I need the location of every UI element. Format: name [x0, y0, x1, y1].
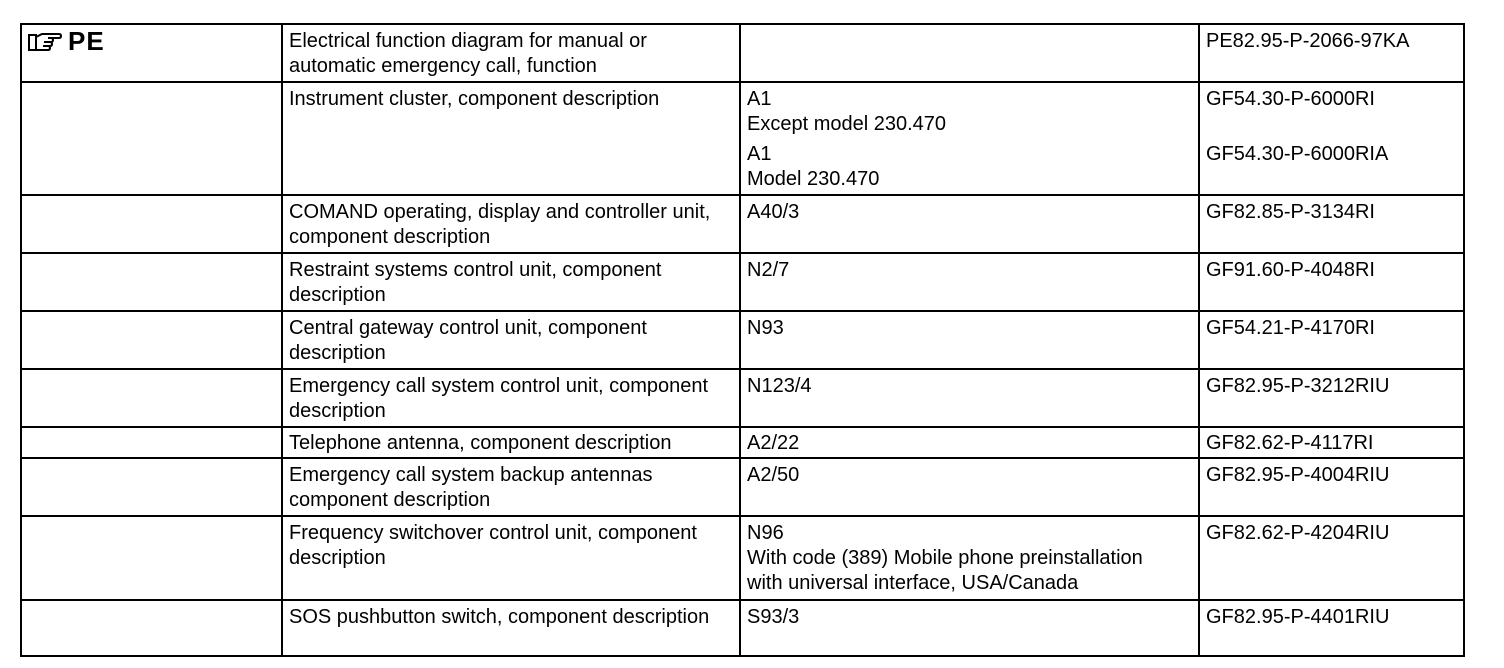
designation-cell [740, 24, 1199, 82]
document-link[interactable]: GF82.95-P-3212RIU [1206, 375, 1390, 397]
section-marker [28, 26, 275, 56]
description-text: Frequency switchover control unit, component description [289, 522, 697, 569]
document-link[interactable]: GF54.30-P-6000RI [1206, 88, 1375, 110]
document-cell [1199, 82, 1464, 195]
document-cell [1199, 458, 1464, 516]
description-text: SOS pushbutton switch, component description [289, 606, 710, 628]
designation-cell [740, 600, 1199, 656]
designation-note: with universal interface, USA/Canada [747, 572, 1079, 594]
description-text: Emergency call system control unit, component description [289, 375, 709, 422]
description-cell [282, 427, 740, 458]
designation-text: N93 [747, 317, 784, 339]
description-text: Restraint systems control unit, component description [289, 259, 662, 306]
document-cell [1199, 600, 1464, 656]
document-link[interactable]: GF82.62-P-4204RIU [1206, 522, 1390, 544]
document-cell [1199, 369, 1464, 427]
designation-note: Model 230.470 [747, 168, 880, 190]
section-marker-label: PE [68, 26, 105, 56]
designation-cell [740, 516, 1199, 600]
description-cell [282, 253, 740, 311]
designation-text: N123/4 [747, 375, 812, 397]
description-cell [282, 516, 740, 600]
designation-text: A40/3 [747, 201, 800, 223]
document-link[interactable]: GF54.30-P-6000RIA [1206, 143, 1389, 165]
document-cell [1199, 195, 1464, 253]
description-cell [282, 369, 740, 427]
document-cell [1199, 24, 1464, 82]
document-cell [1199, 427, 1464, 458]
description-cell [282, 24, 740, 82]
section-marker-cell [21, 600, 282, 656]
description-text: Instrument cluster, component description [289, 88, 660, 110]
table-row [21, 82, 1464, 195]
table-row [21, 369, 1464, 427]
document-link[interactable]: GF82.62-P-4117RI [1206, 432, 1374, 454]
table-row [21, 427, 1464, 458]
designation-text: A1 [747, 143, 772, 165]
description-text: Telephone antenna, component description [289, 432, 672, 454]
description-cell [282, 458, 740, 516]
section-marker-cell [21, 82, 282, 195]
designation-text: A2/50 [747, 464, 800, 486]
designation-cell [740, 82, 1199, 195]
document-link[interactable]: PE82.95-P-2066-97KA [1206, 30, 1410, 52]
section-marker-cell [21, 311, 282, 369]
section-marker-cell [21, 195, 282, 253]
section-marker-cell [21, 516, 282, 600]
designation-cell [740, 369, 1199, 427]
designation-text: A2/22 [747, 432, 800, 454]
description-cell [282, 311, 740, 369]
table-row [21, 600, 1464, 656]
pointing-hand-icon [28, 31, 62, 53]
designation-cell [740, 253, 1199, 311]
document-link[interactable]: GF91.60-P-4048RI [1206, 259, 1375, 281]
description-cell [282, 600, 740, 656]
table-row [21, 516, 1464, 600]
designation-text: A1 [747, 88, 772, 110]
document-link[interactable]: GF82.95-P-4401RIU [1206, 606, 1390, 628]
document-link[interactable]: GF82.85-P-3134RI [1206, 201, 1375, 223]
designation-text: S93/3 [747, 606, 800, 628]
document-cell [1199, 311, 1464, 369]
designation-text: N2/7 [747, 259, 790, 281]
designation-note: Except model 230.470 [747, 113, 947, 135]
description-cell [282, 82, 740, 195]
table-row [21, 24, 1464, 82]
table-row [21, 195, 1464, 253]
section-marker-cell [21, 253, 282, 311]
designation-text: N96 [747, 522, 784, 544]
designation-cell [740, 458, 1199, 516]
document-cell [1199, 253, 1464, 311]
designation-note: With code (389) Mobile phone preinstallation [747, 547, 1143, 569]
document-link[interactable]: GF82.95-P-4004RIU [1206, 464, 1390, 486]
designation-cell [740, 195, 1199, 253]
table-row [21, 253, 1464, 311]
table-row [21, 458, 1464, 516]
description-text: Electrical function diagram for manual or automatic emergency call, function [289, 30, 647, 77]
description-cell [282, 195, 740, 253]
section-marker-cell [21, 24, 282, 82]
document-link[interactable]: GF54.21-P-4170RI [1206, 317, 1375, 339]
section-marker-cell [21, 427, 282, 458]
description-text: Emergency call system backup antennas component description [289, 464, 653, 511]
designation-cell [740, 427, 1199, 458]
description-text: Central gateway control unit, component description [289, 317, 647, 364]
section-marker-cell [21, 458, 282, 516]
description-text: COMAND operating, display and controller unit, component description [289, 201, 711, 248]
section-marker-cell [21, 369, 282, 427]
document-cell [1199, 516, 1464, 600]
table-row [21, 311, 1464, 369]
designation-cell [740, 311, 1199, 369]
reference-table [20, 23, 1465, 657]
